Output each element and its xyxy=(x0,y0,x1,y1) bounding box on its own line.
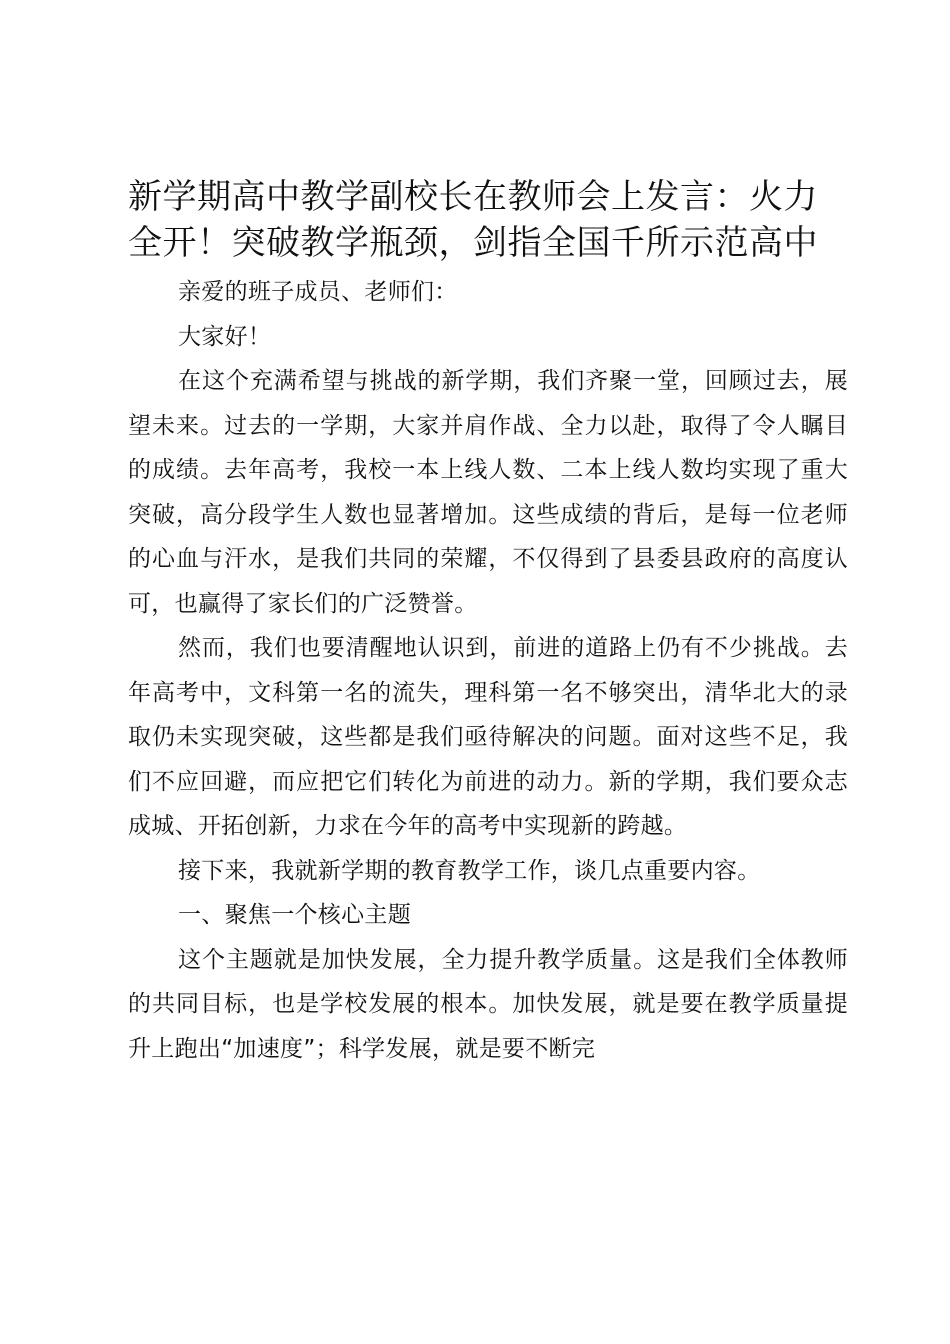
section-paragraph: 这个主题就是加快发展，全力提升教学质量。这是我们全体教师的共同目标，也是学校发展的根本。加快发展，就是要在教学质量提升上跑出“加速度”；科学发展，就是要不断完 xyxy=(128,946,848,1062)
section-heading: 一、聚焦一个核心主题 xyxy=(178,902,411,928)
document-page xyxy=(128,174,848,1071)
document-title: 新学期高中教学副校长在教师会上发言：火力全开！突破教学瓶颈，剑指全国千所示范高中 xyxy=(128,177,818,263)
body-paragraph: 然而，我们也要清醒地认识到，前进的道路上仍有不少挑战。去年高考中，文科第一名的流失，理科第一名不够突出，清华北大的录取仍未实现突破，这些都是我们亟待解决的问题。面对这些不足，我们不应回避，而应把它们转化为前进的动力。新的学期，我们要众志成城、开拓创新，力求在今年的高考中实现新的跨越。 xyxy=(128,635,848,839)
greeting: 大家好！ xyxy=(178,323,272,350)
body-paragraph: 在这个充满希望与挑战的新学期，我们齐聚一堂，回顾过去，展望未来。过去的一学期，大家并肩作战、全力以赴，取得了令人瞩目的成绩。去年高考，我校一本上线人数、二本上线人数均实现了重大突破，高分段学生人数也显著增加。这些成绩的背后，是每一位老师的心血与汗水，是我们共同的荣耀，不仅得到了县委县政府的高度认可，也赢得了家长们的广泛赞誉。 xyxy=(128,368,848,617)
salutation: 亲爱的班子成员、老师们： xyxy=(178,279,458,305)
body-paragraph: 接下来，我就新学期的教育教学工作，谈几点重要内容。 xyxy=(178,857,761,884)
